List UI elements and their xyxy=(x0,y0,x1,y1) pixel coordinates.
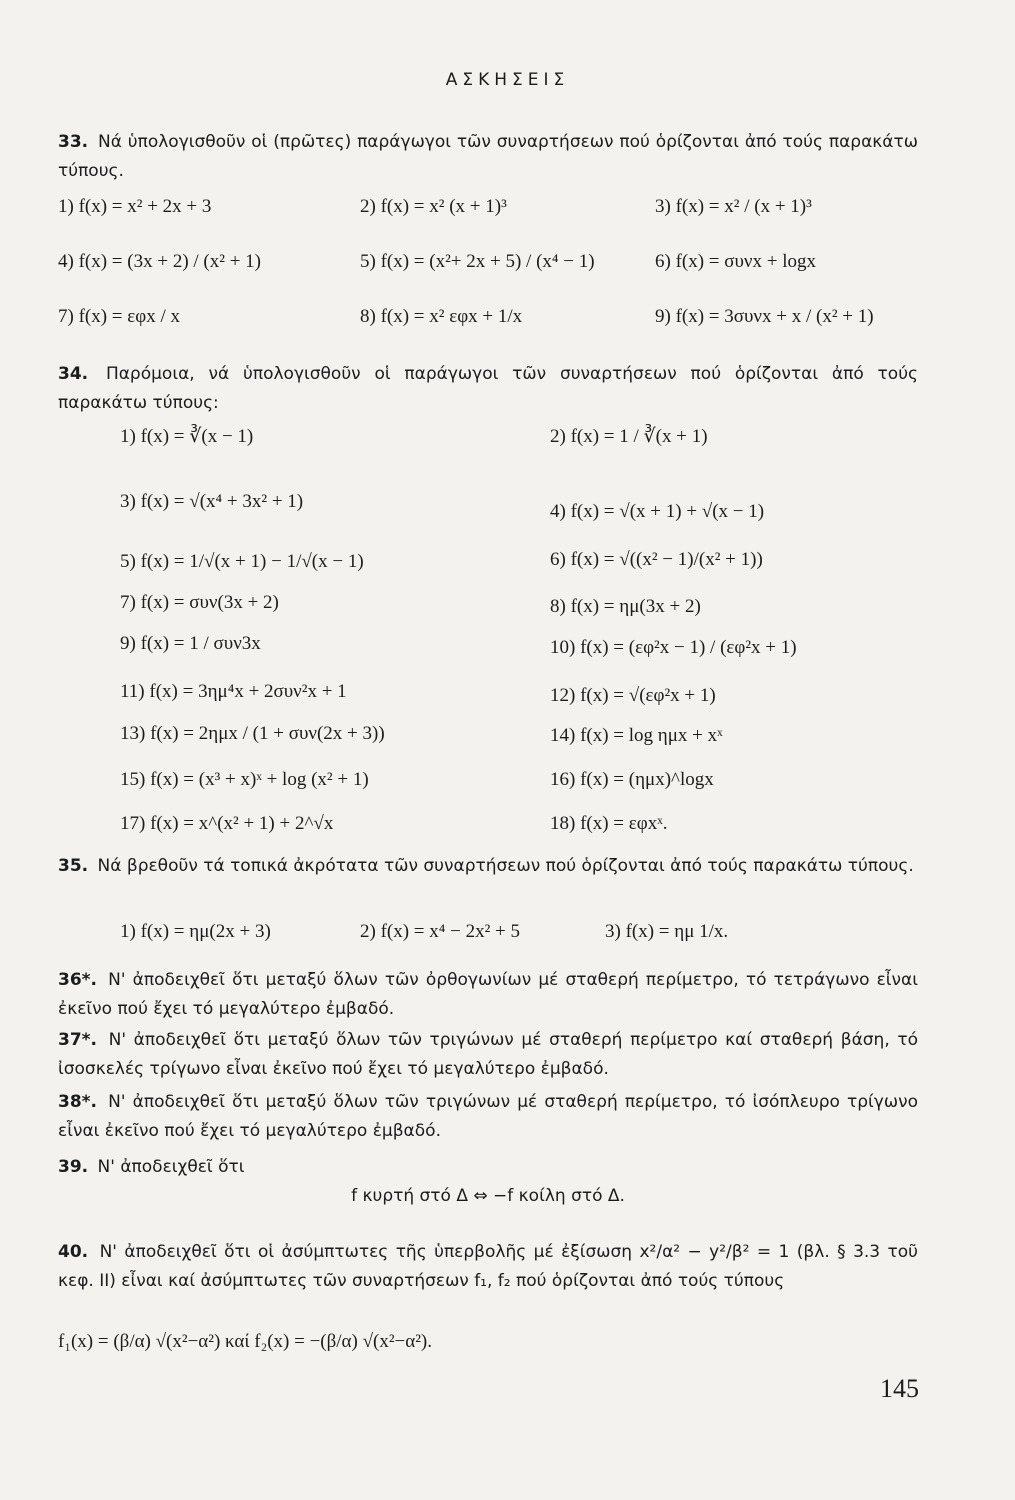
formula: 13) f(x) = 2ημx / (1 + συν(2x + 3)) xyxy=(120,723,385,744)
formula: 4) f(x) = (3x + 2) / (x² + 1) xyxy=(58,251,261,272)
formula: 3) f(x) = x² / (x + 1)³ xyxy=(655,196,812,217)
exercise-36 xyxy=(58,966,918,1024)
formula: 8) f(x) = ημ(3x + 2) xyxy=(550,596,701,617)
exercise-number: 34. xyxy=(58,364,89,384)
formula: 1) f(x) = ημ(2x + 3) xyxy=(120,921,271,942)
exercise-text: Νά ὑπολογισθοῦν οἱ (πρῶτες) παράγωγοι τῶν συναρτήσεων πού ὁρίζονται ἀπό τούς παρακάτω τύπους. xyxy=(58,132,918,181)
page-heading: ΑΣΚΗΣΕΙΣ xyxy=(445,70,570,90)
formula: 18) f(x) = εφxˣ. xyxy=(550,813,668,834)
formula: 12) f(x) = √(εφ²x + 1) xyxy=(550,685,716,706)
formula: 1) f(x) = x² + 2x + 3 xyxy=(58,196,212,217)
formula: 4) f(x) = √(x + 1) + √(x − 1) xyxy=(550,501,765,522)
exercise-number: 39. xyxy=(58,1157,89,1177)
exercise-number: 36*. xyxy=(58,970,98,990)
formula: 2) f(x) = x² (x + 1)³ xyxy=(360,196,507,217)
exercise-text: Νά βρεθοῦν τά τοπικά ἀκρότατα τῶν συναρτήσεων πού ὁρίζονται ἀπό τούς παρακάτω τύπους. xyxy=(97,856,914,876)
exercise-text: Ν' ἀποδειχθεῖ ὅτι μεταξύ ὅλων τῶν τριγώνων μέ σταθερή περίμετρο καί σταθερή βάση, τό ἰσοσκελές τρίγωνο εἶναι ἐκεῖνο πού ἔχει τό μεγαλύτερο ἐμβαδό. xyxy=(58,1030,918,1079)
formula: 7) f(x) = συν(3x + 2) xyxy=(120,592,279,613)
formula: 1) f(x) = ∛(x − 1) xyxy=(120,426,254,447)
formula: 14) f(x) = log ημx + xˣ xyxy=(550,725,723,746)
formula: 6) f(x) = συνx + logx xyxy=(655,251,817,272)
formula: 10) f(x) = (εφ²x − 1) / (εφ²x + 1) xyxy=(550,637,797,658)
exercise-39-prompt xyxy=(58,1153,918,1182)
formula: 15) f(x) = (x³ + x)ˣ + log (x² + 1) xyxy=(120,769,369,790)
formula: 9) f(x) = 1 / συν3x xyxy=(120,633,261,654)
formula: 5) f(x) = (x²+ 2x + 5) / (x⁴ − 1) xyxy=(360,251,595,272)
exercise-33-prompt xyxy=(58,128,918,186)
formula: 6) f(x) = √((x² − 1)/(x² + 1)) xyxy=(550,549,763,570)
exercise-text: Ν' ἀποδειχθεῖ ὅτι μεταξύ ὅλων τῶν ὀρθογωνίων μέ σταθερή περίμετρο, τό τετράγωνο εἶναι ἐκεῖνο πού ἔχει τό μεγαλύτερο ἐμβαδό. xyxy=(58,970,918,1019)
exercise-number: 35. xyxy=(58,856,89,876)
exercise-number: 37*. xyxy=(58,1030,98,1050)
formula: f₁(x) = (β/α) √(x²−α²) καί f₂(x) = −(β/α) √(x²−α²). xyxy=(58,1331,432,1352)
page-number: 145 xyxy=(880,1374,919,1403)
formula: 2) f(x) = 1 / ∛(x + 1) xyxy=(550,426,708,447)
exercise-text: Παρόμοια, νά ὑπολογισθοῦν οἱ παράγωγοι τῶν συναρτήσεων πού ὁρίζονται ἀπό τούς παρακάτω τύπους: xyxy=(58,364,919,413)
formula: 2) f(x) = x⁴ − 2x² + 5 xyxy=(360,921,521,942)
formula: 11) f(x) = 3ημ⁴x + 2συν²x + 1 xyxy=(120,681,347,702)
exercise-37 xyxy=(58,1026,918,1084)
exercise-text: Ν' ἀποδειχθεῖ ὅτι xyxy=(97,1157,245,1177)
formula: 7) f(x) = εφx / x xyxy=(58,306,180,327)
exercise-39-statement: f κυρτή στό Δ ⇔ −f κοίλη στό Δ. xyxy=(351,1186,625,1206)
exercise-text: Ν' ἀποδειχθεῖ ὅτι μεταξύ ὅλων τῶν τριγώνων μέ σταθερή περίμετρο, τό ἰσόπλευρο τρίγωνο εἶναι ἐκεῖνο πού ἔχει τό μεγαλύτερο ἐμβαδό. xyxy=(58,1092,918,1141)
exercise-text: Ν' ἀποδειχθεῖ ὅτι οἱ ἀσύμπτωτες τῆς ὑπερβολῆς μέ ἐξίσωση x²/α² − y²/β² = 1 (βλ. § 3.3 τοῦ κεφ. II) εἶναι καί ἀσύμπτωτες τῶν συναρτήσεων f₁, f₂ πού ὁρίζονται ἀπό τούς τύπους xyxy=(58,1242,919,1291)
formula: 17) f(x) = x^(x² + 1) + 2^√x xyxy=(120,813,334,834)
exercise-number: 38*. xyxy=(58,1092,98,1112)
formula: 5) f(x) = 1/√(x + 1) − 1/√(x − 1) xyxy=(120,551,364,572)
formula: 16) f(x) = (ημx)^logx xyxy=(550,769,714,790)
exercise-35-prompt xyxy=(58,852,918,881)
formula: 3) f(x) = ημ 1/x. xyxy=(605,921,729,942)
formula: 3) f(x) = √(x⁴ + 3x² + 1) xyxy=(120,491,304,512)
exercise-38 xyxy=(58,1088,918,1146)
exercise-34-prompt xyxy=(58,360,918,418)
formula: 9) f(x) = 3συνx + x / (x² + 1) xyxy=(655,306,874,327)
exercise-40-prompt xyxy=(58,1238,918,1296)
exercise-number: 40. xyxy=(58,1242,89,1262)
exercise-number: 33. xyxy=(58,132,89,152)
formula: 8) f(x) = x² εφx + 1/x xyxy=(360,306,523,327)
